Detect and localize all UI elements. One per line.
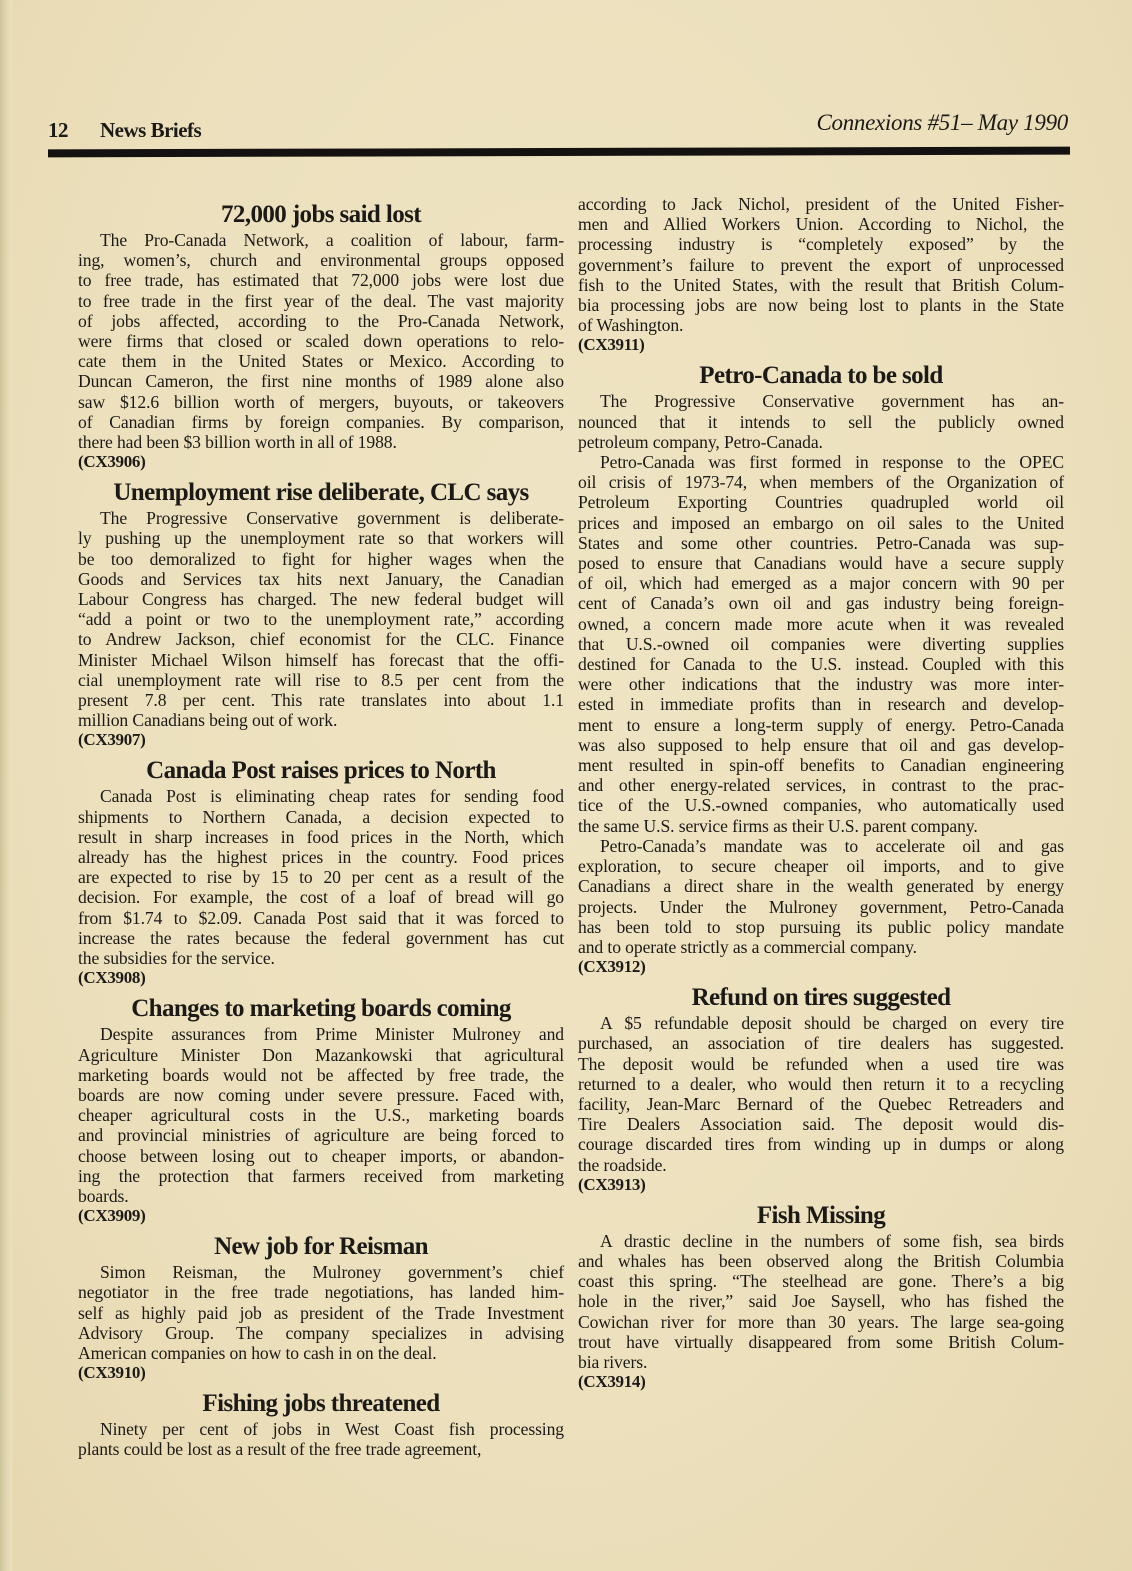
news-brief-article (78, 200, 564, 478)
news-brief-article (578, 361, 1064, 983)
text-line: and whales has been observed along the British Columbia (578, 1250, 1064, 1271)
text-line: self as highly paid job as president of the Trade Investment (78, 1302, 564, 1323)
news-brief-article (578, 194, 1064, 361)
text-line: American companies on how to cash in on the deal. (78, 1342, 437, 1363)
text-line: Agriculture Minister Don Mazankowski that agricultural (78, 1044, 564, 1065)
page-number: 12 (48, 118, 68, 142)
text-line: The Progressive Conservative government has an- (600, 391, 1064, 412)
text-line: owned, a concern made more acute when it was revealed (578, 613, 1064, 634)
text-line: processing industry is “completely exposed” by the (578, 234, 1064, 255)
text-line: exploration, to secure cheaper oil imports, and to give (578, 856, 1064, 877)
text-line: Labour Congress has charged. The new federal budget will (78, 589, 564, 610)
text-line: coast this spring. “The steelhead are gone. There’s a big (578, 1271, 1064, 1292)
page-header (48, 106, 1068, 146)
text-line: Petro-Canada’s mandate was to accelerate oil and gas (600, 835, 1064, 856)
article-paragraph (578, 194, 1064, 335)
text-line: Advisory Group. The company specializes in advising (78, 1322, 564, 1343)
article-reference-code: (CX3911) (578, 335, 645, 355)
text-line: The Pro-Canada Network, a coalition of labour, farm- (100, 230, 564, 250)
article-paragraph (78, 1024, 564, 1206)
text-line: of oil, which had emerged as a major concern with 90 per (578, 573, 1064, 594)
article-reference-code: (CX3906) (78, 452, 146, 472)
text-line: from $1.74 to $2.09. Canada Post said that it was forced to (78, 907, 564, 928)
news-brief-article (578, 1201, 1064, 1398)
text-line: Ninety per cent of jobs in West Coast fish processing (100, 1419, 564, 1440)
text-line: ment resulted in spin-off benefits to Canadian engineering (578, 755, 1064, 776)
article-headline: Unemployment rise deliberate, CLC says (113, 479, 529, 507)
article-paragraph (78, 230, 564, 452)
text-line: “add a point or two to the unemployment rate,” according (78, 609, 564, 630)
text-line: Cowichan river for more than 30 years. The large sea-going (578, 1311, 1064, 1332)
text-line: and to operate strictly as a commercial company. (578, 936, 917, 957)
text-line: men and Allied Workers Union. According to Nichol, the (578, 214, 1064, 235)
text-line: cheaper agricultural costs in the U.S., marketing boards (78, 1105, 564, 1126)
text-line: to free trade, has estimated that 72,000 jobs were lost due (78, 270, 564, 291)
news-brief-article (78, 756, 564, 994)
text-line: according to Jack Nichol, president of the United Fisher- (578, 194, 1064, 214)
text-line: were other indications that the industry was more inter- (578, 674, 1064, 695)
text-line: are expected to rise by 15 to 20 per cent as a result of the (78, 867, 564, 888)
text-line: Minister Michael Wilson himself has forecast that the offi- (78, 649, 564, 670)
text-line: Petroleum Exporting Countries quadrupled world oil (578, 492, 1064, 513)
text-line: Petro-Canada was first formed in response to the OPEC (600, 452, 1064, 473)
text-line: of Canadian firms by foreign companies. By comparison, (78, 411, 564, 432)
left-column (78, 200, 564, 1460)
page-binding-edge (0, 0, 12, 1571)
news-brief-article (578, 983, 1064, 1201)
news-brief-article (78, 1232, 564, 1389)
text-line: fish to the United States, with the result that British Colum- (578, 274, 1064, 295)
text-line: already has the highest prices in the country. Food prices (78, 847, 564, 868)
section-title: News Briefs (100, 118, 202, 142)
text-line: cial unemployment rate will rise to 8.5 per cent from the (78, 669, 564, 690)
text-line: the roadside. (578, 1154, 667, 1175)
text-line: tice of the U.S.-owned companies, who automatically used (578, 795, 1064, 816)
text-line: were firms that closed or scaled down operations to relo- (78, 331, 564, 352)
article-paragraph (78, 786, 564, 968)
text-line: bia rivers. (578, 1351, 648, 1372)
text-line: petroleum company, Petro-Canada. (578, 431, 823, 452)
article-paragraph (78, 1262, 564, 1363)
article-headline: New job for Reisman (214, 1233, 428, 1261)
text-line: of jobs affected, according to the Pro-Canada Network, (78, 310, 564, 331)
text-line: projects. Under the Mulroney government, Petro-Canada (578, 896, 1064, 917)
text-line: ment to ensure a long-term supply of energy. Petro-Canada (578, 714, 1064, 735)
article-reference-code: (CX3907) (78, 730, 146, 750)
right-column (578, 194, 1064, 1398)
text-line: choose between losing out to cheaper imports, or abandon- (78, 1145, 564, 1166)
text-line: and provincial ministries of agriculture are being forced to (78, 1125, 564, 1146)
article-headline: Fishing jobs threatened (202, 1390, 440, 1418)
article-paragraph (578, 836, 1064, 957)
text-line: courage discarded tires from winding up in dumps or along (578, 1134, 1064, 1155)
article-paragraph (578, 391, 1064, 452)
article-reference-code: (CX3908) (78, 968, 146, 988)
text-line: increase the rates because the federal government has cut (78, 927, 564, 948)
article-headline: Petro-Canada to be sold (699, 362, 943, 390)
text-line: A $5 refundable deposit should be charged on every tire (600, 1013, 1064, 1034)
text-line: ested in immediate profits than in research and develop- (578, 694, 1064, 715)
text-line: to Andrew Jackson, chief economist for the CLC. Finance (78, 629, 564, 650)
article-reference-code: (CX3913) (578, 1174, 646, 1194)
article-paragraph (578, 1231, 1064, 1372)
text-line: there had been $3 billion worth in all of 1988. (78, 432, 397, 453)
text-line: Despite assurances from Prime Minister Mulroney and (100, 1024, 564, 1045)
text-line: hole in the river,” said Joe Saysell, who has fished the (578, 1291, 1064, 1312)
text-line: the subsidies for the service. (78, 948, 275, 969)
text-line: has been told to stop pursuing its public policy mandate (578, 916, 1064, 937)
text-line: negotiator in the free trade negotiations, has landed him- (78, 1282, 564, 1303)
text-line: returned to a dealer, who would then return it to a recycling (578, 1073, 1064, 1094)
text-line: nounced that it intends to sell the publicly owned (578, 411, 1064, 432)
publication-issue: Connexions #51– May 1990 (816, 110, 1068, 135)
text-line: to free trade in the first year of the deal. The vast majority (78, 290, 564, 311)
text-line: the same U.S. service firms as their U.S. parent company. (578, 815, 978, 836)
text-line: be too demoralized to fight for higher wages when the (78, 548, 564, 569)
text-line: The Progressive Conservative government is deliberate- (100, 508, 564, 529)
article-paragraph (78, 1419, 564, 1459)
text-line: marketing boards would not be affected by free trade, the (78, 1064, 564, 1085)
text-line: posed to ensure that Canadians would have a secure supply (578, 553, 1064, 574)
article-headline: Changes to marketing boards coming (131, 995, 511, 1023)
text-line: that U.S.-owned oil companies were diverting supplies (578, 633, 1064, 654)
text-line: decision. For example, the cost of a loaf of bread will go (78, 887, 564, 908)
news-brief-article (78, 478, 564, 756)
text-line: of Washington. (578, 315, 684, 336)
text-line: trout have virtually disappeared from some British Colum- (578, 1331, 1064, 1352)
article-headline: Canada Post raises prices to North (146, 757, 496, 785)
text-line: ing, women’s, church and environmental groups opposed (78, 250, 564, 271)
text-line: boards. (78, 1185, 129, 1206)
text-line: facility, Jean-Marc Bernard of the Quebec Retreaders and (578, 1093, 1064, 1114)
text-line: bia processing jobs are now being lost to plants in the State (578, 295, 1064, 316)
text-line: shipments to Northern Canada, a decision expected to (78, 806, 564, 827)
text-line: plants could be lost as a result of the free trade agreement, (78, 1439, 482, 1460)
text-line: ly pushing up the unemployment rate so that workers will (78, 528, 564, 549)
text-line: cate them in the United States or Mexico. According to (78, 351, 564, 372)
article-headline: Fish Missing (756, 1201, 886, 1229)
text-line: Simon Reisman, the Mulroney government’s chief (100, 1262, 564, 1283)
text-line: cent of Canada’s own oil and gas industry being foreign- (578, 593, 1064, 614)
article-headline: 72,000 jobs said lost (221, 201, 421, 228)
article-paragraph (78, 508, 564, 730)
text-line: prices and imposed an embargo on oil sales to the United (578, 512, 1064, 533)
article-paragraph (578, 452, 1064, 836)
text-line: destined for Canada to the U.S. instead. Coupled with this (578, 654, 1064, 675)
text-line: States and some other countries. Petro-Canada was sup- (578, 532, 1064, 553)
text-line: result in sharp increases in food prices in the North, which (78, 826, 564, 847)
article-paragraph (578, 1013, 1064, 1175)
text-line: oil crisis of 1973-74, when members of the Organization of (578, 472, 1064, 493)
article-headline: Refund on tires suggested (691, 984, 951, 1012)
text-line: boards are now coming under severe pressure. Faced with, (78, 1084, 564, 1105)
text-line: government’s failure to prevent the export of unprocessed (578, 254, 1064, 275)
article-reference-code: (CX3909) (78, 1206, 146, 1226)
text-line: Tire Dealers Association said. The deposit would dis- (578, 1114, 1064, 1135)
text-line: and other energy-related services, in contrast to the prac- (578, 775, 1064, 796)
text-line: A drastic decline in the numbers of some fish, sea birds (600, 1230, 1064, 1251)
news-brief-article (78, 994, 564, 1232)
article-reference-code: (CX3912) (578, 957, 646, 977)
text-line: saw $12.6 billion worth of mergers, buyouts, or takeovers (78, 391, 564, 412)
article-spacer (578, 1392, 1064, 1398)
news-brief-article (78, 1389, 564, 1459)
text-line: Duncan Cameron, the first nine months of 1989 alone also (78, 371, 564, 392)
text-line: Goods and Services tax hits next January, the Canadian (78, 568, 564, 589)
article-reference-code: (CX3914) (578, 1372, 646, 1392)
text-line: was also supposed to help ensure that oil and gas develop- (578, 734, 1064, 755)
text-line: The deposit would be refunded when a used tire was (578, 1053, 1064, 1074)
text-line: purchased, an association of tire dealers has suggested. (578, 1033, 1064, 1054)
text-line: ing the protection that farmers received from marketing (78, 1165, 564, 1186)
article-reference-code: (CX3910) (78, 1363, 146, 1383)
text-line: present 7.8 per cent. This rate translates into about 1.1 (78, 690, 564, 711)
text-line: Canadians a direct share in the wealth generated by energy (578, 876, 1064, 897)
text-line: Canada Post is eliminating cheap rates for sending food (100, 786, 564, 807)
text-line: million Canadians being out of work. (78, 710, 338, 731)
